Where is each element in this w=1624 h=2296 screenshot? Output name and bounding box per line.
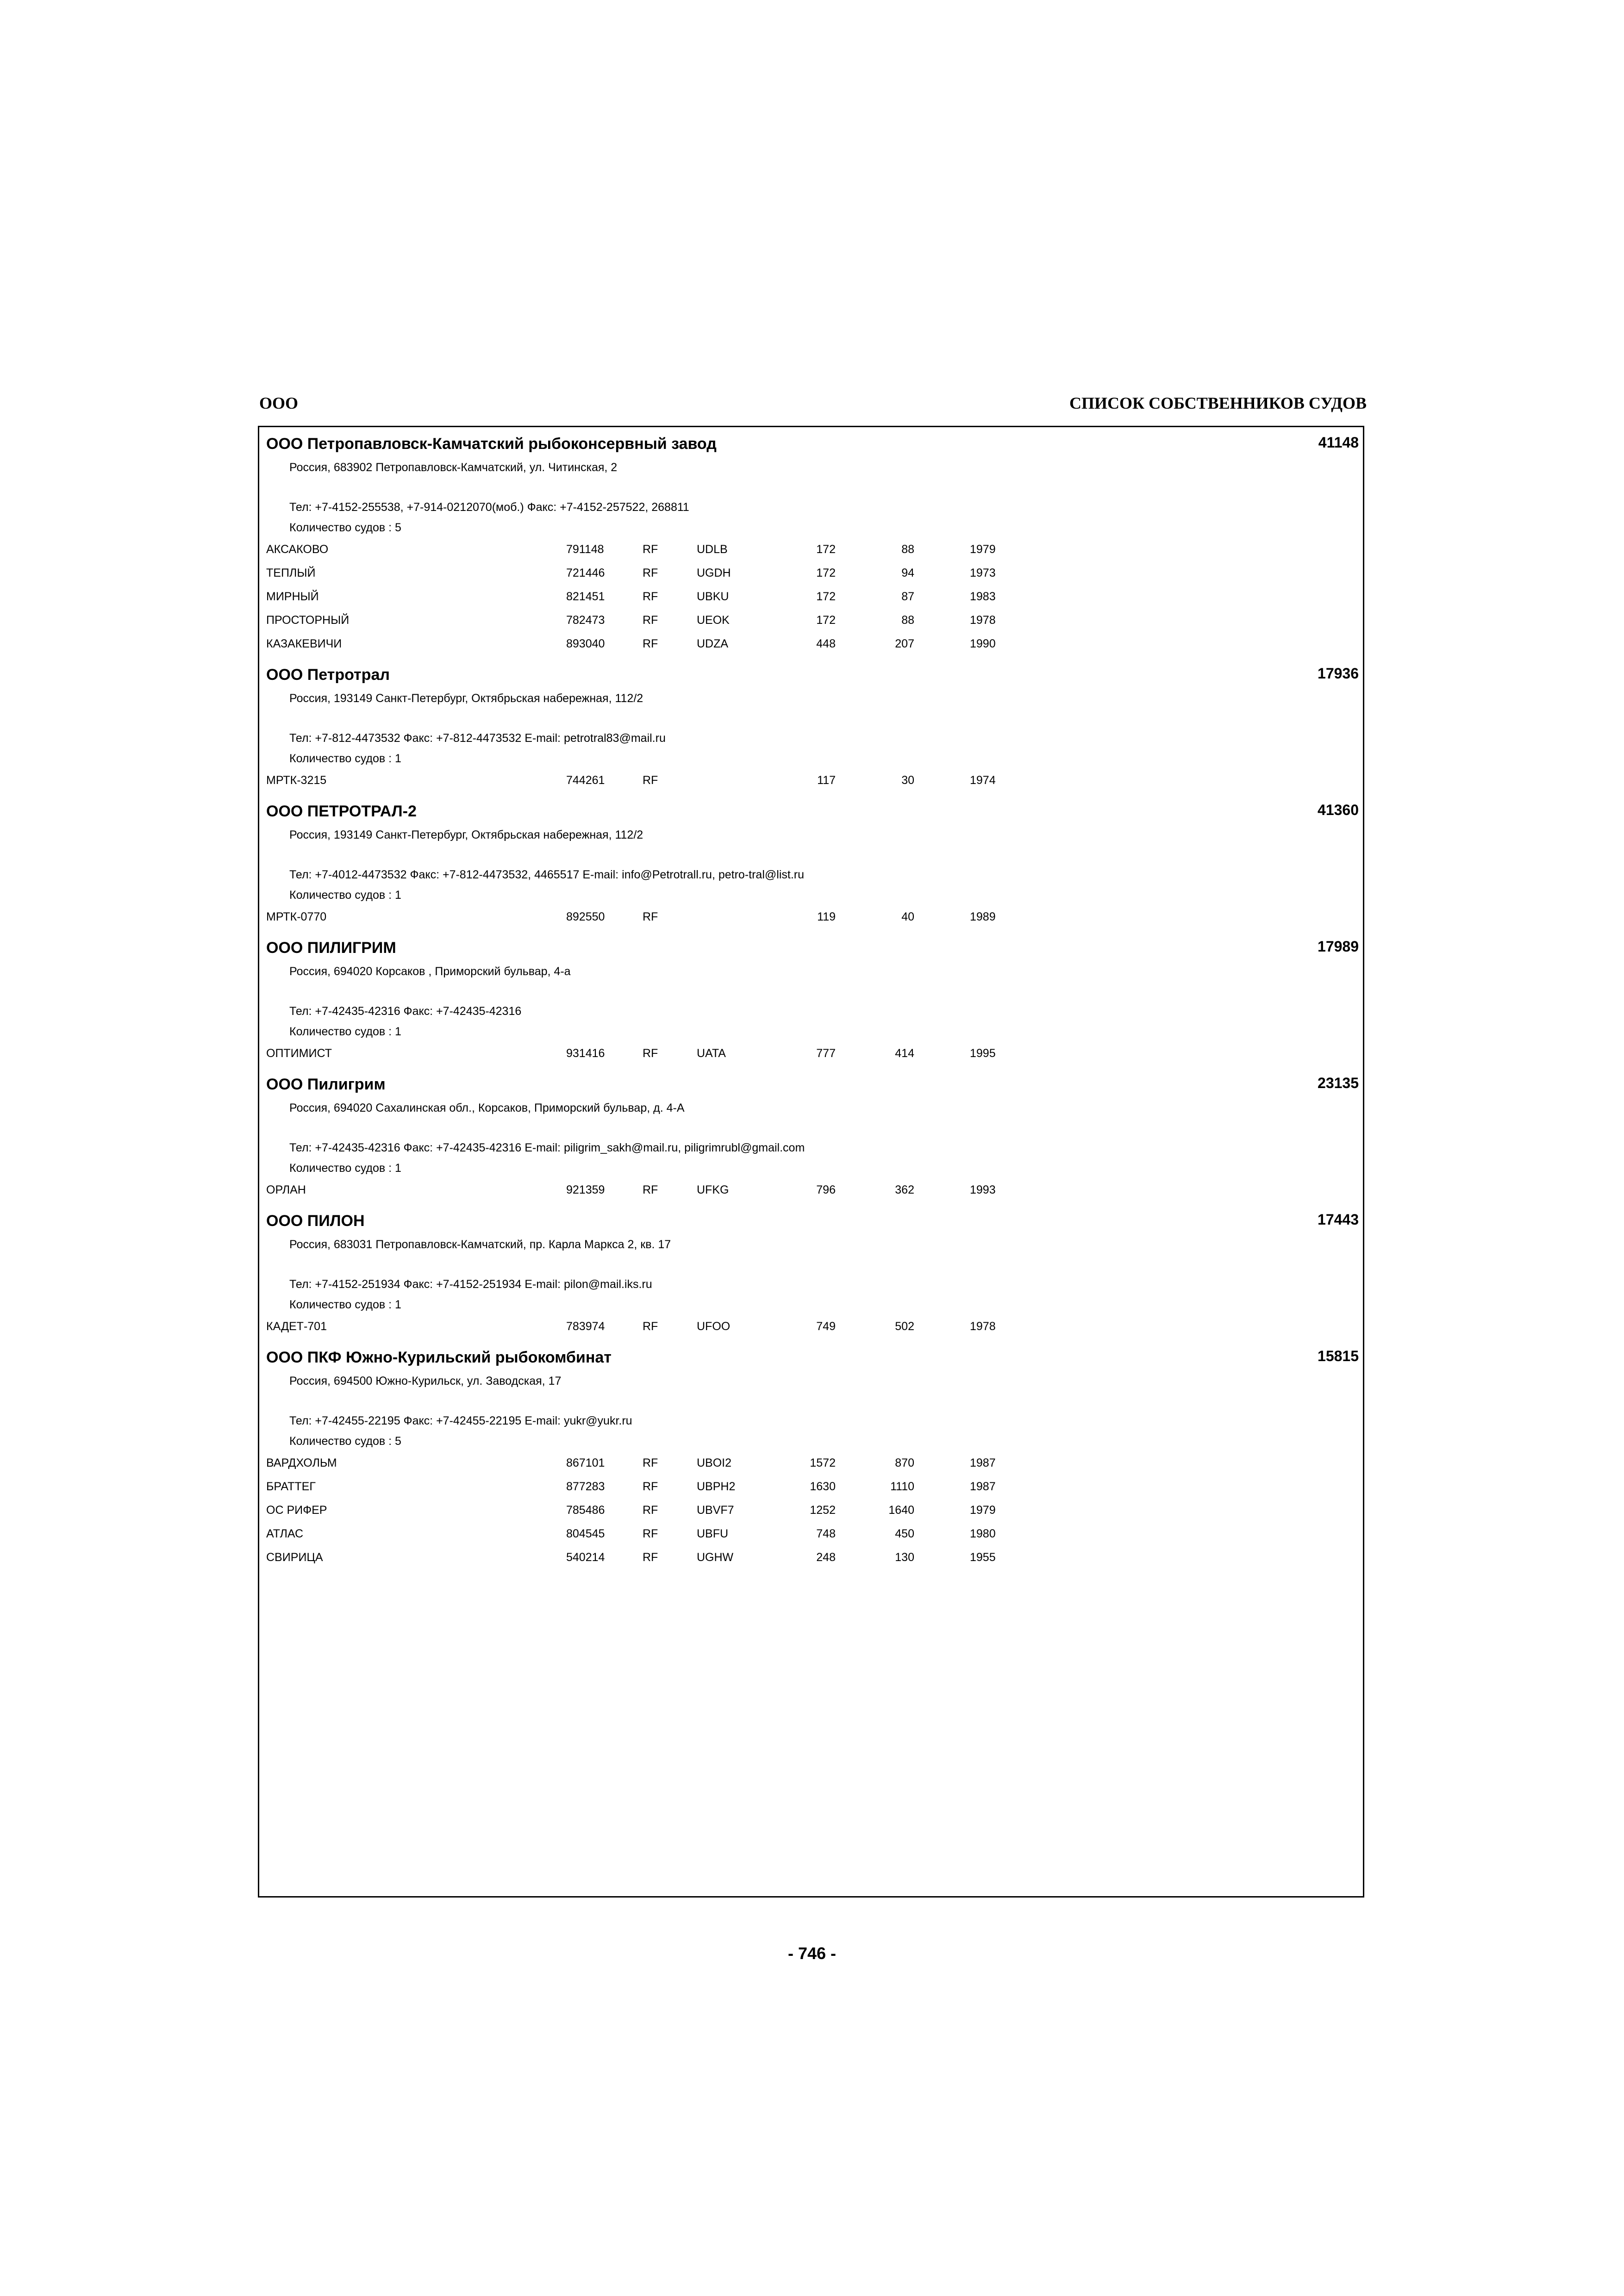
owner-name: ООО ПКФ Южно-Курильский рыбокомбинат — [266, 1349, 612, 1366]
ship-row — [266, 1546, 1359, 1569]
owner-name: ООО Петропавловск-Камчатский рыбоконсервный завод — [266, 435, 717, 453]
ship-deadweight: 502 — [895, 1320, 914, 1333]
ship-callsign: UBVF7 — [697, 1504, 734, 1517]
owner-entry — [266, 1207, 1359, 1338]
ship-flag: RF — [643, 637, 658, 650]
owner-id: 17936 — [1318, 665, 1359, 682]
ship-gross-tonnage: 1572 — [810, 1456, 836, 1469]
ship-callsign: UDLB — [697, 543, 728, 556]
ship-flag: RF — [643, 1504, 658, 1517]
ship-number: 821451 — [566, 590, 605, 603]
ship-number: 877283 — [566, 1480, 605, 1493]
ship-gross-tonnage: 749 — [816, 1320, 836, 1333]
ship-callsign: UGDH — [697, 566, 731, 579]
ship-build-year: 1989 — [970, 910, 996, 923]
owner-address: Россия, 683902 Петропавловск-Камчатский, ул. Читинская, 2 — [289, 461, 618, 474]
ship-name: МИРНЫЙ — [266, 590, 319, 603]
ship-gross-tonnage: 448 — [816, 637, 836, 650]
owner-contacts: Тел: +7-42455-22195 Факс: +7-42455-22195 E-mail: yukr@yukr.ru — [289, 1414, 632, 1427]
running-header-left: ООО — [259, 394, 299, 412]
ship-deadweight: 88 — [901, 614, 914, 627]
ship-gross-tonnage: 748 — [816, 1527, 836, 1540]
ship-flag: RF — [643, 1527, 658, 1540]
ship-gross-tonnage: 1630 — [810, 1480, 836, 1493]
owner-name: ООО ПИЛИГРИМ — [266, 939, 396, 957]
owner-id: 15815 — [1318, 1348, 1359, 1364]
ship-flag: RF — [643, 910, 658, 923]
ship-number: 791148 — [566, 543, 604, 556]
ship-flag: RF — [643, 1551, 658, 1564]
ship-name: БРАТТЕГ — [266, 1480, 316, 1493]
ship-build-year: 1980 — [970, 1527, 996, 1540]
owner-entry — [266, 1071, 1359, 1202]
owner-contacts: Тел: +7-812-4473532 Факс: +7-812-4473532 E-mail: petrotral83@mail.ru — [289, 732, 666, 745]
ship-build-year: 1955 — [970, 1551, 996, 1564]
ship-number: 785486 — [566, 1504, 605, 1517]
ship-callsign: UGHW — [697, 1551, 734, 1564]
ship-number: 804545 — [566, 1527, 605, 1540]
vessel-count: Количество судов : 1 — [289, 752, 401, 765]
ship-callsign: UFKG — [697, 1183, 729, 1196]
ship-name: СВИРИЦА — [266, 1551, 323, 1564]
ship-row — [266, 538, 1359, 561]
owner-entry — [266, 1344, 1359, 1569]
ship-name: ВАРДХОЛЬМ — [266, 1456, 337, 1469]
ship-name: КАЗАКЕВИЧИ — [266, 637, 342, 650]
ship-build-year: 1974 — [970, 774, 996, 787]
ship-name: МРТК-3215 — [266, 774, 327, 787]
ship-deadweight: 88 — [901, 543, 914, 556]
ship-flag: RF — [643, 1480, 658, 1493]
owner-address: Россия, 193149 Санкт-Петербург, Октябрьская набережная, 112/2 — [289, 828, 643, 841]
owner-address: Россия, 694020 Корсаков , Приморский бульвар, 4-а — [289, 965, 571, 978]
ship-callsign: UATA — [697, 1047, 726, 1060]
ship-deadweight: 1110 — [890, 1480, 914, 1493]
ship-gross-tonnage: 1252 — [810, 1504, 836, 1517]
owner-address: Россия, 694500 Южно-Курильск, ул. Заводская, 17 — [289, 1375, 562, 1388]
ship-build-year: 1978 — [970, 1320, 996, 1333]
running-header-right: СПИСОК СОБСТВЕННИКОВ СУДОВ — [1069, 394, 1367, 412]
owner-entry — [266, 798, 1359, 929]
owner-address: Россия, 193149 Санкт-Петербург, Октябрьская набережная, 112/2 — [289, 692, 643, 705]
owner-id: 17989 — [1318, 938, 1359, 955]
ship-build-year: 1983 — [970, 590, 996, 603]
owner-id: 17443 — [1318, 1211, 1359, 1228]
ship-gross-tonnage: 119 — [817, 910, 836, 923]
owner-entry — [266, 661, 1359, 792]
owners-list — [266, 430, 1359, 1575]
ship-number: 893040 — [566, 637, 605, 650]
ship-build-year: 1987 — [970, 1456, 996, 1469]
ship-deadweight: 30 — [901, 774, 914, 787]
page-number: - 746 - — [787, 1944, 837, 1963]
ship-deadweight: 870 — [895, 1456, 914, 1469]
owner-address: Россия, 683031 Петропавловск-Камчатский, пр. Карла Маркса 2, кв. 17 — [289, 1238, 671, 1251]
ship-number: 540214 — [566, 1551, 605, 1564]
ship-number: 892550 — [566, 910, 605, 923]
ship-name: АТЛАС — [266, 1527, 304, 1540]
ship-build-year: 1979 — [970, 543, 996, 556]
ship-callsign: UDZA — [697, 637, 729, 650]
ship-number: 921359 — [566, 1183, 605, 1196]
ship-build-year: 1990 — [970, 637, 996, 650]
ship-deadweight: 450 — [895, 1527, 914, 1540]
ship-name: ОПТИМИСТ — [266, 1047, 332, 1060]
vessel-count: Количество судов : 5 — [289, 521, 401, 534]
ship-callsign: UFOO — [697, 1320, 731, 1333]
ship-deadweight: 1640 — [888, 1504, 914, 1517]
ship-row — [266, 1475, 1359, 1499]
vessel-count: Количество судов : 1 — [289, 889, 401, 902]
ship-build-year: 1987 — [970, 1480, 996, 1493]
ship-gross-tonnage: 777 — [816, 1047, 836, 1060]
owner-contacts: Тел: +7-42435-42316 Факс: +7-42435-42316 — [289, 1005, 522, 1018]
ship-row — [266, 1522, 1359, 1546]
ship-number: 744261 — [566, 774, 605, 787]
vessel-count: Количество судов : 1 — [289, 1025, 401, 1038]
ship-row — [266, 632, 1359, 656]
owner-entry — [266, 430, 1359, 656]
ship-flag: RF — [643, 590, 658, 603]
ship-gross-tonnage: 796 — [816, 1183, 836, 1196]
owner-id: 41148 — [1318, 434, 1359, 451]
owner-contacts: Тел: +7-4152-255538, +7-914-0212070(моб.) Факс: +7-4152-257522, 268811 — [289, 501, 689, 514]
ship-callsign: UEOK — [697, 614, 730, 627]
ship-deadweight: 207 — [895, 637, 914, 650]
ship-number: 721446 — [566, 566, 605, 579]
ship-callsign: UBPH2 — [697, 1480, 736, 1493]
ship-flag: RF — [643, 543, 658, 556]
ship-number: 931416 — [566, 1047, 605, 1060]
ship-gross-tonnage: 172 — [816, 543, 836, 556]
ship-name: КАДЕТ-701 — [266, 1320, 327, 1333]
vessel-count: Количество судов : 1 — [289, 1298, 401, 1311]
ship-gross-tonnage: 172 — [816, 614, 836, 627]
owner-entry — [266, 934, 1359, 1065]
ship-build-year: 1995 — [970, 1047, 996, 1060]
ship-number: 867101 — [566, 1456, 605, 1469]
owner-name: ООО Петротрал — [266, 666, 390, 684]
ship-row — [266, 1499, 1359, 1522]
ship-flag: RF — [643, 1047, 658, 1060]
ship-flag: RF — [643, 566, 658, 579]
ship-name: ТЕПЛЫЙ — [266, 566, 316, 579]
ship-deadweight: 414 — [895, 1047, 914, 1060]
ship-row — [266, 609, 1359, 632]
ship-row — [266, 585, 1359, 609]
ship-name: МРТК-0770 — [266, 910, 327, 923]
ship-row — [266, 1178, 1359, 1202]
ship-deadweight: 87 — [901, 590, 914, 603]
owner-contacts: Тел: +7-42435-42316 Факс: +7-42435-42316 E-mail: piligrim_sakh@mail.ru, piligrimrubl@gmail.com — [289, 1141, 805, 1154]
ship-gross-tonnage: 172 — [816, 590, 836, 603]
ship-number: 783974 — [566, 1320, 605, 1333]
owner-id: 23135 — [1318, 1075, 1359, 1091]
ship-row — [266, 1042, 1359, 1065]
ship-flag: RF — [643, 1320, 658, 1333]
ship-gross-tonnage: 248 — [816, 1551, 836, 1564]
owner-contacts: Тел: +7-4012-4473532 Факс: +7-812-4473532, 4465517 E-mail: info@Petrotrall.ru, petro-tral@list.ru — [289, 868, 804, 881]
owner-address: Россия, 694020 Сахалинская обл., Корсаков, Приморский бульвар, д. 4-А — [289, 1101, 685, 1114]
owner-name: ООО Пилигрим — [266, 1076, 386, 1093]
ship-build-year: 1993 — [970, 1183, 996, 1196]
ship-deadweight: 40 — [901, 910, 914, 923]
ship-build-year: 1979 — [970, 1504, 996, 1517]
ship-build-year: 1978 — [970, 614, 996, 627]
ship-flag: RF — [643, 1183, 658, 1196]
ship-callsign: UBOI2 — [697, 1456, 732, 1469]
ship-row — [266, 905, 1359, 929]
vessel-count: Количество судов : 1 — [289, 1162, 401, 1175]
ship-row — [266, 1451, 1359, 1475]
owner-name: ООО ПЕТРОТРАЛ-2 — [266, 803, 417, 820]
ship-number: 782473 — [566, 614, 605, 627]
ship-gross-tonnage: 172 — [816, 566, 836, 579]
ship-row — [266, 561, 1359, 585]
ship-flag: RF — [643, 1456, 658, 1469]
vessel-count: Количество судов : 5 — [289, 1435, 401, 1448]
ship-deadweight: 130 — [895, 1551, 914, 1564]
ship-row — [266, 769, 1359, 792]
owner-contacts: Тел: +7-4152-251934 Факс: +7-4152-251934 E-mail: pilon@mail.iks.ru — [289, 1278, 652, 1291]
ship-deadweight: 362 — [895, 1183, 914, 1196]
ship-name: ОРЛАН — [266, 1183, 306, 1196]
ship-name: АКСАКОВО — [266, 543, 329, 556]
owner-name: ООО ПИЛОН — [266, 1212, 365, 1230]
ship-name: ПРОСТОРНЫЙ — [266, 614, 350, 627]
ship-build-year: 1973 — [970, 566, 996, 579]
ship-flag: RF — [643, 774, 658, 787]
ship-callsign: UBFU — [697, 1527, 729, 1540]
ship-gross-tonnage: 117 — [817, 774, 836, 787]
ship-deadweight: 94 — [901, 566, 914, 579]
owner-id: 41360 — [1318, 802, 1359, 818]
ship-flag: RF — [643, 614, 658, 627]
ship-row — [266, 1315, 1359, 1338]
ship-name: ОС РИФЕР — [266, 1504, 327, 1517]
ship-callsign: UBKU — [697, 590, 729, 603]
